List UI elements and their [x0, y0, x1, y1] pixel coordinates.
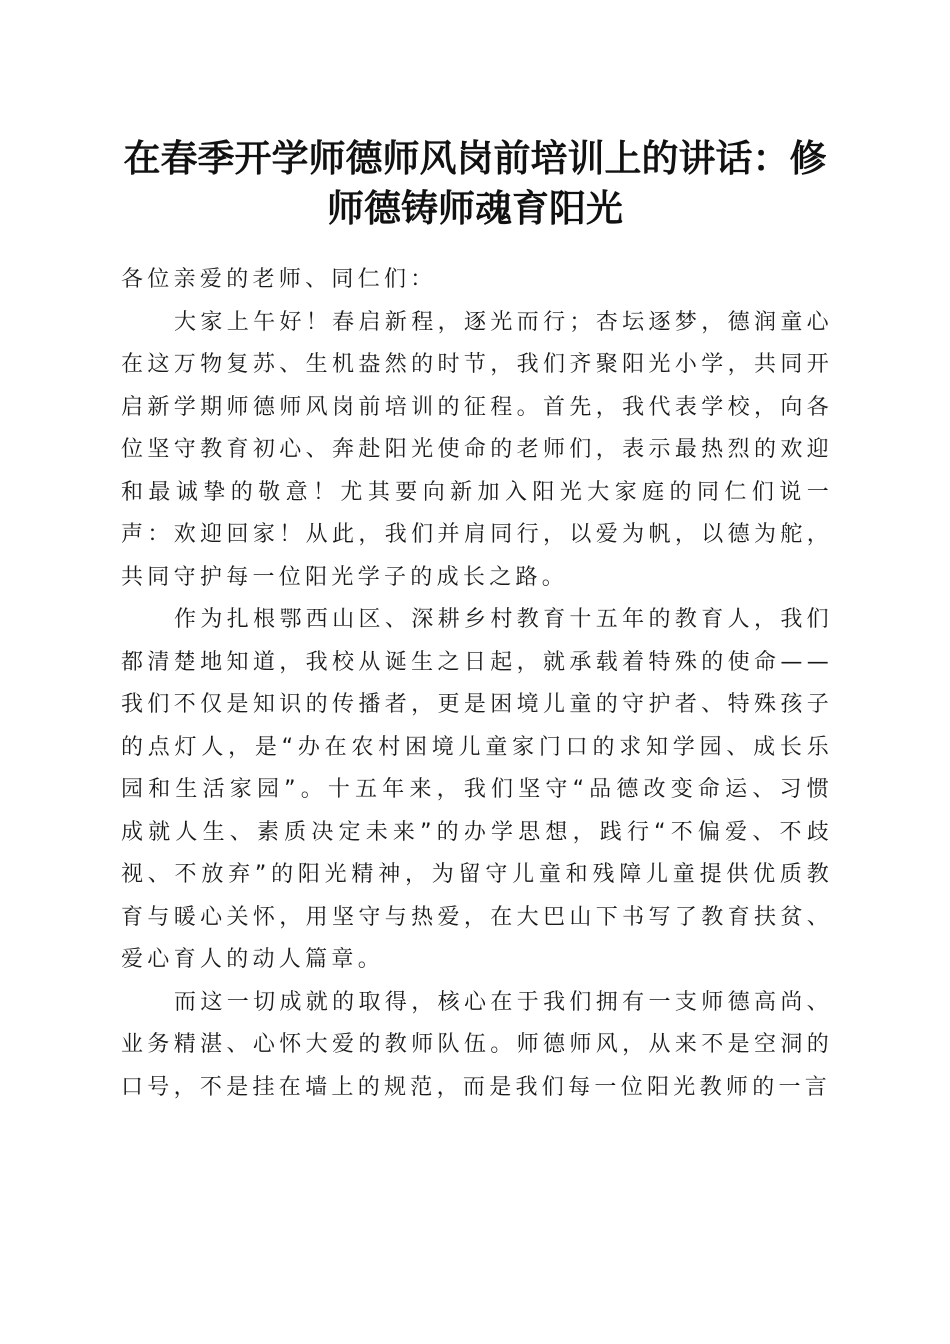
document-body: [121, 259, 833, 1109]
salutation: 各位亲爱的老师、同仁们：: [121, 267, 437, 292]
paragraph-2: 作为扎根鄂西山区、深耕乡村教育十五年的教育人，我们都清楚地知道，我校从诞生之日起，就承载着特殊的使命——我们不仅是知识的传播者，更是困境儿童的守护者、特殊孩子的点灯人，是“办在农村困境儿童家门口的求知学园、成长乐园和生活家园”。十五年来，我们坚守“品德改变命运、习惯成就人生、素质决定未来”的办学思想，践行“不偏爱、不歧视、不放弃”的阳光精神，为留守儿童和残障儿童提供优质教育与暖心关怀，用坚守与热爱，在大巴山下书写了教育扶贫、爱心育人的动人篇章。: [121, 607, 833, 972]
document-title: 在春季开学师德师风岗前培训上的讲话：修师德铸师魂育阳光: [123, 136, 827, 230]
paragraph-1: 大家上午好！春启新程，逐光而行；杏坛逐梦，德润童心在这万物复苏、生机盎然的时节，我们齐聚阳光小学，共同开启新学期师德师风岗前培训的征程。首先，我代表学校，向各位坚守教育初心、奔赴阳光使命的老师们，表示最热烈的欢迎和最诚挚的敬意！尤其要向新加入阳光大家庭的同仁们说一声：欢迎回家！从此，我们并肩同行，以爱为帆，以德为舵，共同守护每一位阳光学子的成长之路。: [121, 309, 833, 590]
paragraph-3: 而这一切成就的取得，核心在于我们拥有一支师德高尚、业务精湛、心怀大爱的教师队伍。师德师风，从来不是空洞的口号，不是挂在墙上的规范，而是我们每一位阳光教师的一言: [121, 989, 833, 1100]
